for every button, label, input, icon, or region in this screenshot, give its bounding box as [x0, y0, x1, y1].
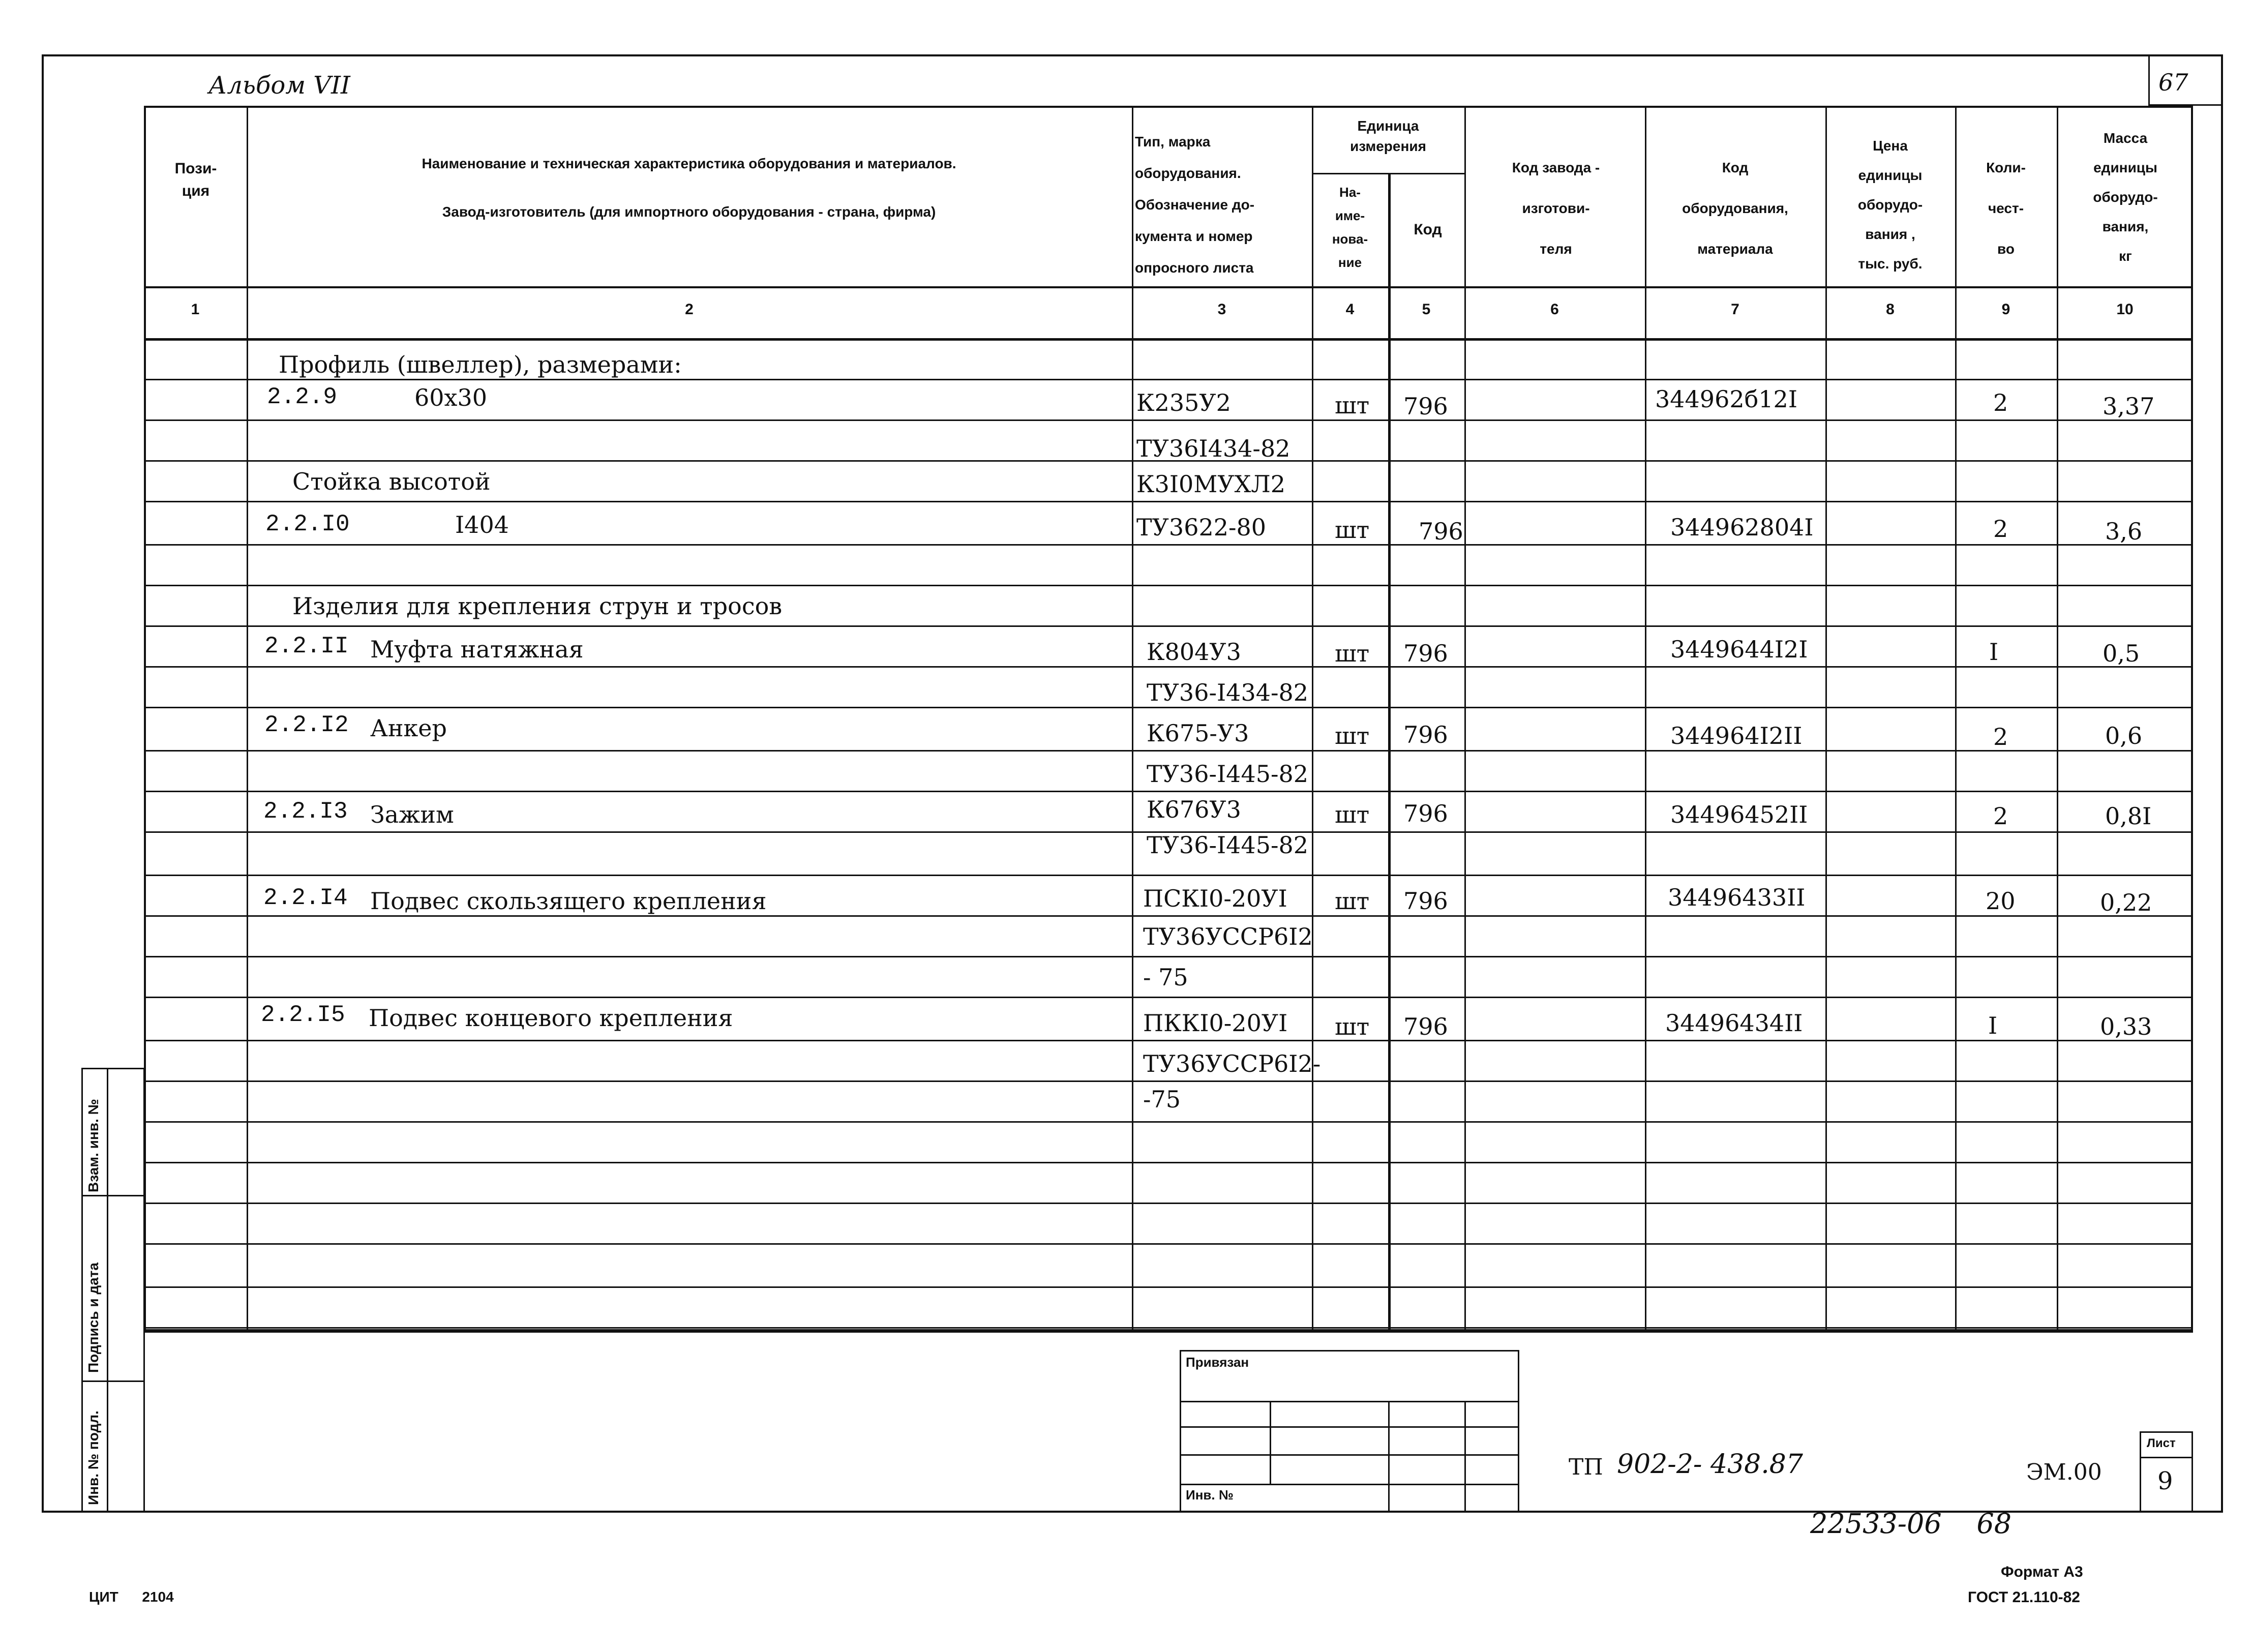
row-11-type: ТУ36-I445-82 — [1147, 831, 1309, 859]
header-name-line2: Завод-изготовитель (для импортного оборудования - страна, фирма) — [442, 204, 936, 220]
row-3-name: Стойка высотой — [292, 468, 491, 495]
row-12-mass: 0,22 — [2100, 889, 2152, 916]
corner-page-number: 67 — [2158, 69, 2188, 96]
row-14-type: - 75 — [1143, 964, 1188, 991]
spec-table — [144, 106, 2193, 1331]
row-8-position: 2.2.I2 — [264, 712, 349, 738]
row-0-name: Профиль (швеллер), размерами: — [279, 351, 682, 378]
row-8-mass: 0,6 — [2105, 722, 2143, 749]
colnum-8: 8 — [1886, 301, 1895, 318]
row-15-unit-code: 796 — [1403, 1013, 1448, 1040]
colnum-7: 7 — [1731, 301, 1739, 318]
side-label-inv-podl: Инв. № подл. — [85, 1410, 101, 1505]
row-12-code: 34496433II — [1668, 884, 1806, 911]
header-equipment-code: Код оборудования, материала — [1682, 160, 1788, 257]
colnum-3: 3 — [1217, 301, 1226, 318]
colnum-5: 5 — [1422, 301, 1431, 318]
format-label: Формат А3 — [2001, 1564, 2083, 1580]
doc-code: 902-2- 438.87 — [1617, 1449, 1803, 1480]
row-6-code: 3449644I2I — [1670, 636, 1808, 663]
sheet-label: Лист — [2147, 1436, 2176, 1450]
header-factory-code: Код завода - изготови- теля — [1512, 160, 1600, 257]
header-unit: Единица измерения — [1350, 118, 1426, 154]
row-2-type: ТУ36I434-82 — [1136, 435, 1290, 462]
header-name-line1: Наименование и техническая характеристика оборудования и материалов. — [422, 156, 956, 171]
row-15-mass: 0,33 — [2100, 1013, 2152, 1040]
row-6-mass: 0,5 — [2103, 640, 2140, 667]
row-15-qty: I — [1988, 1012, 1998, 1039]
row-9-type: ТУ36-I445-82 — [1147, 760, 1309, 788]
row-4-type: ТУ3622-80 — [1136, 514, 1267, 541]
row-12-unit: шт — [1335, 887, 1370, 915]
colnum-2: 2 — [685, 301, 694, 318]
row-12-type: ПСКI0-20УI — [1143, 885, 1287, 912]
section-code: ЭМ.00 — [2026, 1459, 2102, 1485]
row-1-position: 2.2.9 — [267, 384, 338, 410]
header-quantity: Коли- чест- во — [1986, 160, 2026, 257]
sheet-number: 9 — [2157, 1467, 2173, 1495]
row-15-name: Подвес концевого крепления — [369, 1004, 733, 1032]
row-8-type: К675-У3 — [1147, 719, 1249, 747]
side-label-vzam: Взам. инв. № — [85, 1099, 101, 1192]
row-10-position: 2.2.I3 — [263, 798, 348, 825]
row-13-type: ТУ36УССР6I2 — [1143, 923, 1313, 950]
row-10-unit-code: 796 — [1403, 800, 1448, 827]
row-1-qty: 2 — [1993, 389, 2008, 416]
header-mass: Масса единицы оборудо- вания, кг — [2093, 130, 2158, 264]
row-6-qty: I — [1989, 638, 1999, 666]
colnum-9: 9 — [2001, 301, 2010, 318]
row-4-unit-code: 796 — [1419, 518, 1463, 545]
row-10-unit: шт — [1335, 801, 1370, 828]
row-10-name: Зажим — [370, 801, 454, 828]
row-6-unit-code: 796 — [1403, 640, 1448, 667]
bottom-left-code: ЦИТ 2104 — [89, 1589, 174, 1605]
row-1-mass: 3,37 — [2103, 393, 2155, 420]
row-10-code: 34496452II — [1670, 801, 1808, 828]
row-12-position: 2.2.I4 — [263, 885, 348, 911]
row-1-code: 344962б12I — [1655, 385, 1797, 413]
row-4-name: I404 — [455, 511, 509, 538]
row-4-qty: 2 — [1993, 515, 2008, 543]
row-4-mass: 3,6 — [2105, 518, 2143, 545]
row-15-type: ПККI0-20УI — [1143, 1009, 1288, 1037]
side-label-podpis: Подпись и дата — [85, 1263, 101, 1373]
album-label: Альбом VII — [208, 71, 350, 100]
archive-number: 22533-06 68 — [1810, 1508, 2012, 1540]
colnum-1: 1 — [191, 301, 200, 318]
header-price: Цена единицы оборудо- вания , тыс. руб. — [1857, 138, 1923, 272]
row-6-type: К804У3 — [1147, 638, 1241, 666]
row-8-code: 344964I2II — [1670, 722, 1803, 749]
row-4-code: 344962804I — [1670, 514, 1814, 541]
row-10-qty: 2 — [1993, 802, 2008, 830]
row-12-unit-code: 796 — [1403, 887, 1448, 915]
row-8-qty: 2 — [1993, 723, 2008, 750]
colnum-4: 4 — [1345, 301, 1355, 318]
row-4-position: 2.2.I0 — [265, 511, 350, 537]
header-position: Пози- ция — [174, 160, 217, 199]
row-5-name: Изделия для крепления струн и тросов — [292, 592, 783, 620]
row-15-code: 34496434II — [1665, 1009, 1803, 1037]
row-16-type: ТУ36УССР6I2- — [1143, 1050, 1321, 1077]
row-17-type: -75 — [1143, 1086, 1181, 1113]
row-12-qty: 20 — [1986, 887, 2016, 915]
row-6-position: 2.2.II — [264, 633, 349, 659]
header-unit-code: Код — [1414, 221, 1442, 238]
row-15-position: 2.2.I5 — [261, 1002, 345, 1028]
gost-label: ГОСТ 21.110-82 — [1968, 1589, 2080, 1606]
row-1-unit: шт — [1335, 392, 1370, 419]
row-8-unit: шт — [1335, 722, 1370, 749]
colnum-10: 10 — [2116, 301, 2134, 318]
header-type: Тип, марка оборудования. Обозначение до- кумента и номер опросного листа — [1135, 134, 1255, 276]
row-6-name: Муфта натяжная — [370, 636, 584, 663]
row-6-unit: шт — [1335, 640, 1370, 667]
row-10-type: К676У3 — [1147, 796, 1241, 823]
doc-code-prefix: ТП — [1569, 1454, 1603, 1480]
row-8-unit-code: 796 — [1403, 721, 1448, 748]
header-unit-name: На- име- нова- ние — [1332, 185, 1368, 270]
row-1-name: 60х30 — [414, 384, 488, 411]
row-4-unit: шт — [1335, 516, 1370, 544]
inv-no-label: Инв. № — [1186, 1487, 1234, 1503]
row-1-type: К235У2 — [1136, 389, 1231, 416]
row-1-unit-code: 796 — [1403, 393, 1448, 420]
row-7-type: ТУ36-I434-82 — [1147, 679, 1309, 706]
row-10-mass: 0,8I — [2105, 802, 2152, 830]
privyazan-label: Привязан — [1186, 1355, 1249, 1370]
row-8-name: Анкер — [370, 714, 447, 742]
row-12-name: Подвес скользящего крепления — [370, 887, 767, 915]
row-3-type: К3I0МУХЛ2 — [1136, 470, 1286, 498]
colnum-6: 6 — [1550, 301, 1559, 318]
row-15-unit: шт — [1335, 1013, 1370, 1040]
